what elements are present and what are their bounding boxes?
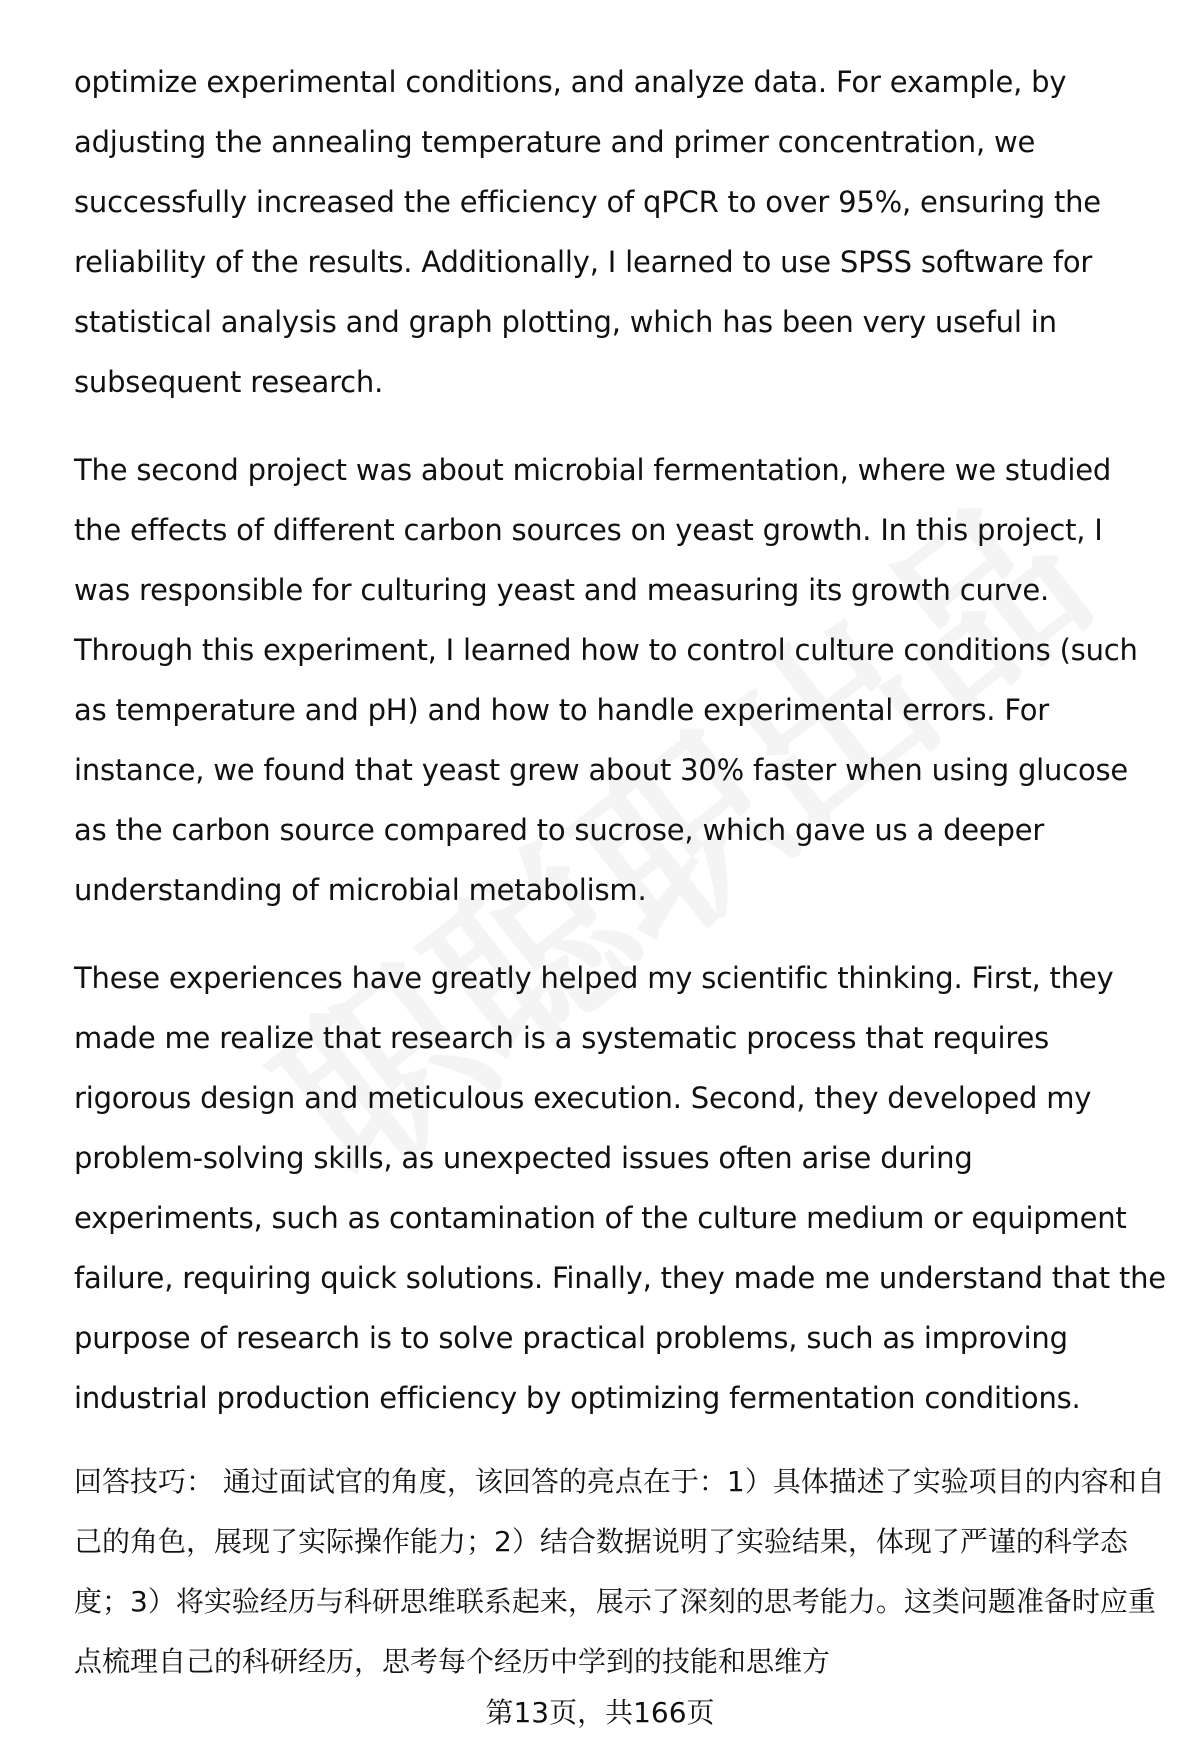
answer-tip-paragraph: 回答技巧： 通过面试官的角度，该回答的亮点在于：1）具体描述了实验项目的内容和自己的角色，展现了实际操作能力；2）结合数据说明了实验结果，体现了严谨的科学态度；3）将实验经历与科研思维联系起来，展示了深刻的思考能力。这类问题准备时应重点梳理自己的科研经历，思考每个经历中学到的技能和思维方	[74, 1465, 1165, 1678]
document-body	[74, 52, 1166, 1692]
paragraph-3: These experiences have greatly helped my scientific thinking. First, they made me realize that research is a systematic process that requires rigorous design and meticulous execution. Second, they developed my problem-solving skills, as unexpected issues often arise during experiments, such as contamination of the culture medium or equipment failure, requiring quick solutions. Finally, they made me understand that the purpose of research is to solve practical problems, such as improving industrial production efficiency by optimizing fermentation conditions.	[74, 961, 1166, 1415]
paragraph-2: The second project was about microbial fermentation, where we studied the effects of different carbon sources on yeast growth. In this project, I was responsible for culturing yeast and measuring its growth curve. Through this experiment, I learned how to control culture conditions (such as temperature and pH) and how to handle experimental errors. For instance, we found that yeast grew about 30% faster when using glucose as the carbon source compared to sucrose, which gave us a deeper understanding of microbial metabolism.	[74, 453, 1138, 907]
page-number-footer: 第13页，共166页	[0, 1693, 1200, 1733]
paragraph-1: optimize experimental conditions, and analyze data. For example, by adjusting the annealing temperature and primer concentration, we successfully increased the efficiency of qPCR to over 95%, ensuring the reliability of the results. Additionally, I learned to use SPSS software for statistical analysis and graph plotting, which has been very useful in subsequent research.	[74, 65, 1101, 399]
